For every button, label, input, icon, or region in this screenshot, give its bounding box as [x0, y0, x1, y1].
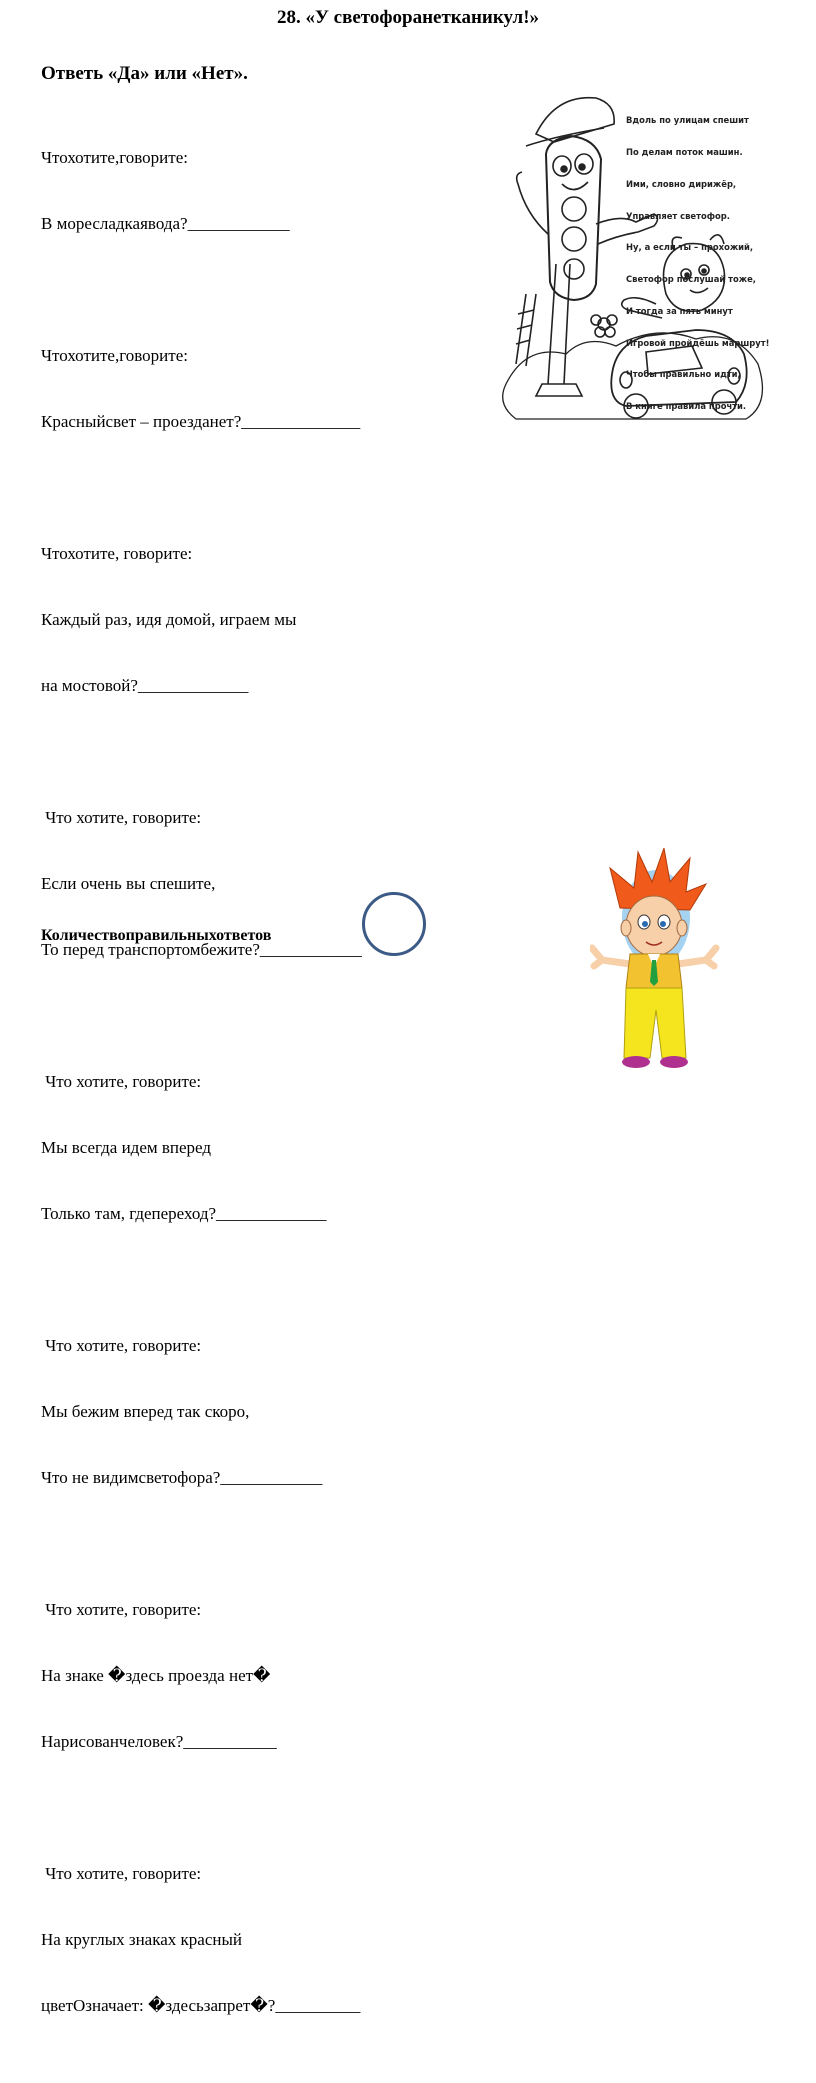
instruction-heading: Ответь «Да» или «Нет».	[41, 63, 248, 84]
questions-list	[41, 103, 471, 2083]
question-line: Чтохотите, говорите:	[41, 544, 193, 563]
poem-line: Ими, словно дирижёр,	[626, 178, 737, 189]
question-5	[41, 1027, 471, 1269]
correct-answers-label: Количествоправильныхответов	[41, 927, 272, 944]
question-1	[41, 103, 471, 279]
question-line: Нарисованчеловек?___________	[41, 1732, 277, 1751]
poem-line: Чтобы правильно идти,	[626, 369, 741, 380]
question-line: Красныйсвет – проезданет?______________	[41, 412, 361, 431]
poem-line: Ну, а если ты – прохожий,	[626, 242, 754, 253]
poem-line: Управляет светофор.	[626, 210, 730, 221]
question-line: На знаке �здесь проезда нет�	[41, 1666, 271, 1685]
question-line: на мостовой?_____________	[41, 676, 249, 695]
poem-line: В книге правила прочти.	[626, 401, 747, 412]
question-line: Что хотите, говорите:	[41, 1600, 202, 1619]
question-line: Что хотите, говорите:	[41, 1336, 202, 1355]
question-line: Мы всегда идем вперед	[41, 1138, 212, 1157]
question-6	[41, 1291, 471, 1533]
question-line: Чтохотите,говорите:	[41, 148, 188, 167]
worksheet-title: 28. «У светофоранетканикул!»	[276, 7, 540, 28]
question-line: То перед транспортомбежите?____________	[41, 940, 362, 959]
poem-text	[626, 94, 786, 422]
question-line: В моресладкаявода?____________	[41, 214, 290, 233]
poem-line: И тогда за пять минут	[626, 305, 733, 316]
question-4	[41, 763, 471, 1005]
poem-line: Вдоль по улицам спешит	[626, 115, 749, 126]
answer-count-circle[interactable]	[362, 892, 426, 956]
question-line: На круглых знаках красный	[41, 1930, 242, 1949]
question-line: цветОзначает: �здесьзапрет�?__________	[41, 1996, 361, 2015]
question-7	[41, 1555, 471, 1797]
question-2	[41, 301, 471, 477]
question-8	[41, 1819, 471, 2061]
question-line: Только там, гдепереход?_____________	[41, 1204, 327, 1223]
question-line: Мы бежим вперед так скоро,	[41, 1402, 250, 1421]
cartoon-boy-illustration	[590, 848, 720, 1070]
question-line: Каждый раз, идя домой, играем мы	[41, 610, 297, 629]
question-line: Чтохотите,говорите:	[41, 346, 188, 365]
question-3	[41, 499, 471, 741]
question-line: Что не видимсветофора?____________	[41, 1468, 323, 1487]
question-line: Что хотите, говорите:	[41, 1864, 202, 1883]
poem-line: Игровой пройдёшь маршрут!	[626, 337, 770, 348]
poem-line: Светофор послушай тоже,	[626, 274, 756, 285]
question-line: Если очень вы спешите,	[41, 874, 216, 893]
question-line: Что хотите, говорите:	[41, 808, 202, 827]
question-line: Что хотите, говорите:	[41, 1072, 202, 1091]
poem-line: По делам поток машин.	[626, 146, 743, 157]
